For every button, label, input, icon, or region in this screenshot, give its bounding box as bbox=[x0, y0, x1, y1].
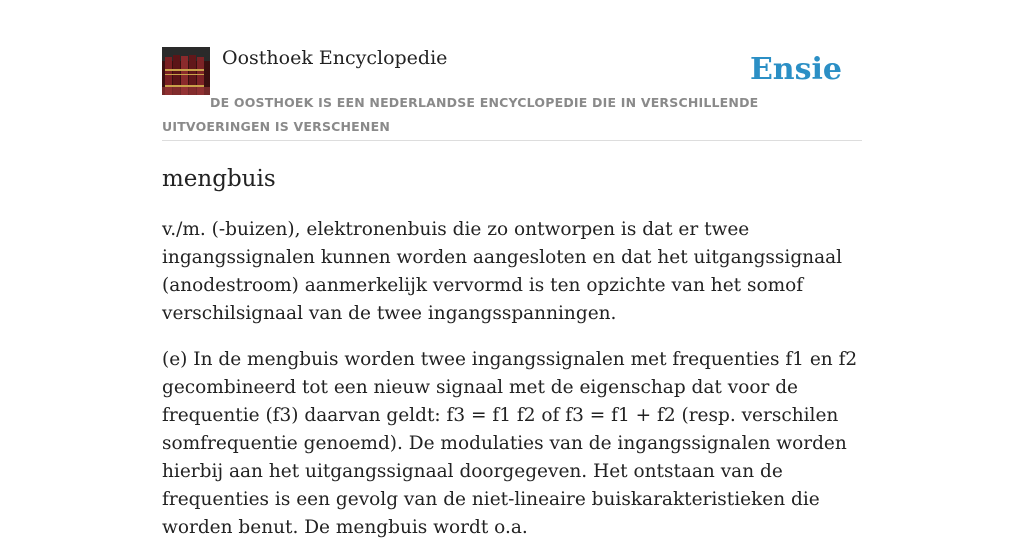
avatar[interactable] bbox=[162, 47, 210, 95]
entry-paragraph: v./m. (-buizen), elektronenbuis die zo ontworpen is dat er twee ingangssignalen kunnen worden aangesloten en dat het uitgangssignaal (anodestroom) aanmerkelijk vervormd is ten opzichte van het somof verschilsignaal van de twee ingangsspanningen. bbox=[162, 219, 843, 324]
site-header bbox=[162, 46, 862, 141]
book-spines-icon bbox=[162, 47, 210, 95]
site-title[interactable]: Oosthoek Encyclopedie bbox=[222, 47, 448, 69]
entry-content bbox=[162, 160, 862, 560]
entry-paragraph: (e) In de mengbuis worden twee ingangssignalen met frequenties f1 en f2 gecombineerd tot een nieuw signaal met de eigenschap dat voor de frequentie (f3) daarvan geldt: f3 = f1 f2 of f3 = f1 + f2 (resp. verschilen somfrequentie genoemd). De modulaties van de ingangssignalen worden hierbij aan het uitgangssignaal doorgegeven. Het ontstaan van de frequenties is een gevolg van de niet-lineaire buiskarakteristieken die worden benut. De mengbuis wordt o.a. bbox=[162, 349, 858, 538]
site-tagline: DE OOSTHOEK IS EEN NEDERLANDSE ENCYCLOPEDIE DIE IN VERSCHILLENDE UITVOERINGEN IS VERSCHENEN bbox=[162, 95, 759, 134]
entry-headword: mengbuis bbox=[162, 166, 276, 192]
brand-logo[interactable]: Ensie bbox=[749, 52, 842, 87]
